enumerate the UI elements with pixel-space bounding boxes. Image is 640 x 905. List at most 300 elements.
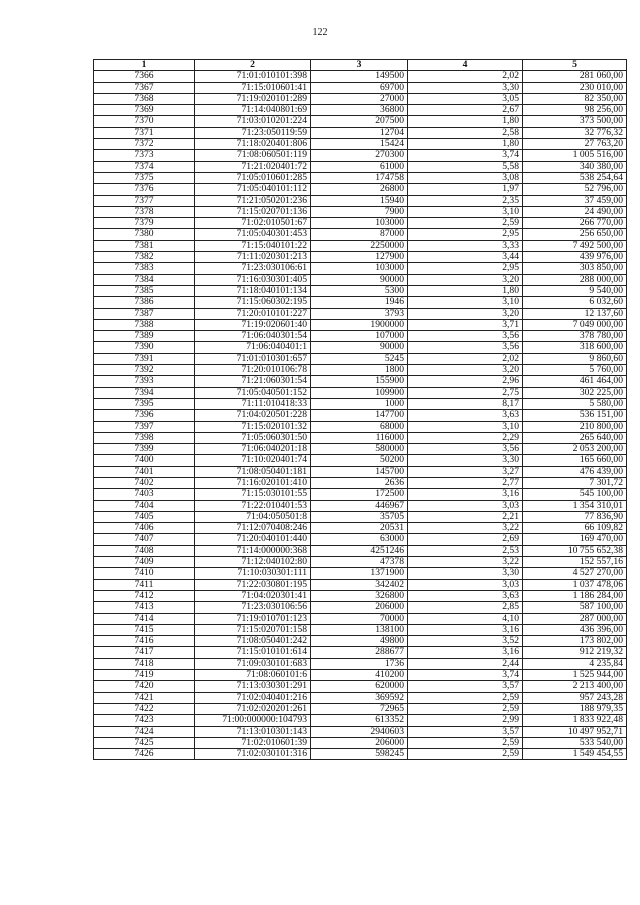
table-row [94, 150, 627, 161]
table-row [94, 636, 627, 647]
table-row [94, 308, 627, 319]
cadastral-number-cell: 71:04:050501:8 [195, 511, 311, 522]
table-body [94, 71, 627, 760]
area-cell: 15940 [311, 195, 408, 206]
area-cell: 1736 [311, 658, 408, 669]
row-number-cell: 7374 [94, 161, 195, 172]
value-cell: 5 760,00 [523, 365, 627, 376]
value-cell: 165 660,00 [523, 455, 627, 466]
row-number-cell: 7396 [94, 410, 195, 421]
area-cell: 116000 [311, 432, 408, 443]
cadastral-number-cell: 71:08:060501:119 [195, 150, 311, 161]
cadastral-number-cell: 71:18:020401:806 [195, 139, 311, 150]
row-number-cell: 7425 [94, 737, 195, 748]
table-row [94, 139, 627, 150]
rate-cell: 2,59 [408, 218, 523, 229]
area-cell: 3793 [311, 308, 408, 319]
rate-cell: 3,57 [408, 726, 523, 737]
table-row [94, 624, 627, 635]
rate-cell: 2,67 [408, 105, 523, 116]
table-row [94, 511, 627, 522]
area-cell: 50200 [311, 455, 408, 466]
value-cell: 266 770,00 [523, 218, 627, 229]
value-cell: 1 005 516,00 [523, 150, 627, 161]
cadastral-number-cell: 71:20:010106:78 [195, 365, 311, 376]
cadastral-number-cell: 71:10:030301:111 [195, 568, 311, 579]
value-cell: 6 032,60 [523, 297, 627, 308]
area-cell: 72965 [311, 703, 408, 714]
value-cell: 66 109,82 [523, 523, 627, 534]
row-number-cell: 7385 [94, 285, 195, 296]
value-cell: 1 549 454,55 [523, 749, 627, 760]
row-number-cell: 7419 [94, 670, 195, 681]
row-number-cell: 7399 [94, 444, 195, 455]
cadastral-number-cell: 71:14:040801:69 [195, 105, 311, 116]
rate-cell: 2,75 [408, 387, 523, 398]
cadastral-number-cell: 71:05:060301:50 [195, 432, 311, 443]
value-cell: 7 301,72 [523, 477, 627, 488]
table-row [94, 365, 627, 376]
cadastral-number-cell: 71:20:040101:440 [195, 534, 311, 545]
table-row [94, 410, 627, 421]
column-header: 2 [195, 60, 311, 71]
value-cell: 265 640,00 [523, 432, 627, 443]
area-cell: 61000 [311, 161, 408, 172]
rate-cell: 3,52 [408, 636, 523, 647]
value-cell: 378 780,00 [523, 331, 627, 342]
rate-cell: 3,16 [408, 489, 523, 500]
rate-cell: 3,16 [408, 647, 523, 658]
row-number-cell: 7421 [94, 692, 195, 703]
cadastral-number-cell: 71:23:030106:61 [195, 263, 311, 274]
area-cell: 49800 [311, 636, 408, 647]
table-row [94, 206, 627, 217]
row-number-cell: 7397 [94, 421, 195, 432]
value-cell: 536 151,00 [523, 410, 627, 421]
area-cell: 207500 [311, 116, 408, 127]
value-cell: 7 492 500,00 [523, 240, 627, 251]
area-cell: 1371900 [311, 568, 408, 579]
value-cell: 32 776,32 [523, 127, 627, 138]
value-cell: 169 470,00 [523, 534, 627, 545]
rate-cell: 3,56 [408, 342, 523, 353]
cadastral-number-cell: 71:08:050401:181 [195, 466, 311, 477]
value-cell: 288 000,00 [523, 274, 627, 285]
area-cell: 15424 [311, 139, 408, 150]
cadastral-number-cell: 71:03:010201:224 [195, 116, 311, 127]
row-number-cell: 7393 [94, 376, 195, 387]
value-cell: 533 540,00 [523, 737, 627, 748]
table-row [94, 252, 627, 263]
table-row [94, 455, 627, 466]
cadastral-number-cell: 71:05:040301:453 [195, 229, 311, 240]
cadastral-number-cell: 71:23:030106:56 [195, 602, 311, 613]
table-row [94, 319, 627, 330]
row-number-cell: 7400 [94, 455, 195, 466]
row-number-cell: 7379 [94, 218, 195, 229]
cadastral-number-cell: 71:02:040401:216 [195, 692, 311, 703]
area-cell: 1900000 [311, 319, 408, 330]
area-cell: 1000 [311, 398, 408, 409]
row-number-cell: 7367 [94, 82, 195, 93]
column-header: 1 [94, 60, 195, 71]
table-row [94, 681, 627, 692]
table-row [94, 703, 627, 714]
table-row [94, 127, 627, 138]
row-number-cell: 7372 [94, 139, 195, 150]
area-cell: 138100 [311, 624, 408, 635]
row-number-cell: 7411 [94, 579, 195, 590]
row-number-cell: 7413 [94, 602, 195, 613]
rate-cell: 3,30 [408, 568, 523, 579]
cadastral-number-cell: 71:04:020301:41 [195, 590, 311, 601]
area-cell: 127900 [311, 252, 408, 263]
value-cell: 230 010,00 [523, 82, 627, 93]
value-cell: 436 396,00 [523, 624, 627, 635]
area-cell: 270300 [311, 150, 408, 161]
cadastral-number-cell: 71:08:060101:6 [195, 670, 311, 681]
rate-cell: 2,58 [408, 127, 523, 138]
cadastral-number-cell: 71:19:010701:123 [195, 613, 311, 624]
row-number-cell: 7405 [94, 511, 195, 522]
table-row [94, 218, 627, 229]
cadastral-number-cell: 71:15:020701:158 [195, 624, 311, 635]
value-cell: 2 213 400,00 [523, 681, 627, 692]
row-number-cell: 7417 [94, 647, 195, 658]
table-row [94, 161, 627, 172]
table-row [94, 500, 627, 511]
rate-cell: 3,74 [408, 670, 523, 681]
cadastral-number-cell: 71:01:010101:398 [195, 71, 311, 82]
row-number-cell: 7408 [94, 545, 195, 556]
value-cell: 9 540,00 [523, 285, 627, 296]
cadastral-number-cell: 71:13:030301:291 [195, 681, 311, 692]
page-number: 122 [312, 27, 328, 38]
rate-cell: 3,03 [408, 579, 523, 590]
table-row [94, 71, 627, 82]
cadastral-number-cell: 71:11:020301:213 [195, 252, 311, 263]
table-row [94, 523, 627, 534]
area-cell: 7900 [311, 206, 408, 217]
area-cell: 68000 [311, 421, 408, 432]
cadastral-number-cell: 71:06:040301:54 [195, 331, 311, 342]
table-row [94, 263, 627, 274]
area-cell: 63000 [311, 534, 408, 545]
row-number-cell: 7375 [94, 172, 195, 183]
rate-cell: 8,17 [408, 398, 523, 409]
cadastral-number-cell: 71:02:010501:67 [195, 218, 311, 229]
row-number-cell: 7370 [94, 116, 195, 127]
row-number-cell: 7424 [94, 726, 195, 737]
value-cell: 1 833 922,48 [523, 715, 627, 726]
rate-cell: 3,10 [408, 421, 523, 432]
table-row [94, 82, 627, 93]
area-cell: 369592 [311, 692, 408, 703]
cadastral-number-cell: 71:15:040101:22 [195, 240, 311, 251]
area-cell: 107000 [311, 331, 408, 342]
cadastral-number-cell: 71:05:010601:285 [195, 172, 311, 183]
rate-cell: 3,63 [408, 410, 523, 421]
rate-cell: 3,16 [408, 624, 523, 635]
area-cell: 36800 [311, 105, 408, 116]
row-number-cell: 7416 [94, 636, 195, 647]
cadastral-number-cell: 71:15:010601:41 [195, 82, 311, 93]
cadastral-number-cell: 71:09:030101:683 [195, 658, 311, 669]
area-cell: 5245 [311, 353, 408, 364]
row-number-cell: 7383 [94, 263, 195, 274]
row-number-cell: 7387 [94, 308, 195, 319]
cadastral-number-cell: 71:11:010418:33 [195, 398, 311, 409]
row-number-cell: 7409 [94, 557, 195, 568]
row-number-cell: 7403 [94, 489, 195, 500]
table-row [94, 466, 627, 477]
rate-cell: 2,59 [408, 692, 523, 703]
area-cell: 288677 [311, 647, 408, 658]
cadastral-number-cell: 71:19:020601:40 [195, 319, 311, 330]
rate-cell: 3,10 [408, 206, 523, 217]
value-cell: 461 464,00 [523, 376, 627, 387]
area-cell: 69700 [311, 82, 408, 93]
area-cell: 109900 [311, 387, 408, 398]
rate-cell: 2,02 [408, 353, 523, 364]
value-cell: 303 850,00 [523, 263, 627, 274]
area-cell: 155900 [311, 376, 408, 387]
rate-cell: 3,30 [408, 455, 523, 466]
table-row [94, 715, 627, 726]
table-row [94, 116, 627, 127]
rate-cell: 2,35 [408, 195, 523, 206]
rate-cell: 2,96 [408, 376, 523, 387]
value-cell: 2 053 200,00 [523, 444, 627, 455]
table-row [94, 331, 627, 342]
table-row [94, 342, 627, 353]
area-cell: 103000 [311, 218, 408, 229]
table-row [94, 184, 627, 195]
row-number-cell: 7406 [94, 523, 195, 534]
area-cell: 90000 [311, 274, 408, 285]
table-row [94, 579, 627, 590]
row-number-cell: 7386 [94, 297, 195, 308]
cadastral-number-cell: 71:16:020101:410 [195, 477, 311, 488]
value-cell: 210 800,00 [523, 421, 627, 432]
table-row [94, 545, 627, 556]
table-row [94, 421, 627, 432]
value-cell: 24 490,00 [523, 206, 627, 217]
value-cell: 10 755 652,38 [523, 545, 627, 556]
row-number-cell: 7394 [94, 387, 195, 398]
rate-cell: 2,53 [408, 545, 523, 556]
value-cell: 52 796,00 [523, 184, 627, 195]
value-cell: 5 580,00 [523, 398, 627, 409]
table-row [94, 477, 627, 488]
rate-cell: 3,20 [408, 365, 523, 376]
table-row [94, 658, 627, 669]
cadastral-number-cell: 71:21:060301:54 [195, 376, 311, 387]
cadastral-number-cell: 71:05:040101:112 [195, 184, 311, 195]
row-number-cell: 7366 [94, 71, 195, 82]
table-row [94, 105, 627, 116]
area-cell: 410200 [311, 670, 408, 681]
table-row [94, 737, 627, 748]
area-cell: 2940603 [311, 726, 408, 737]
table-row [94, 749, 627, 760]
cadastral-number-cell: 71:20:010101:227 [195, 308, 311, 319]
value-cell: 545 100,00 [523, 489, 627, 500]
cadastral-number-cell: 71:02:010601:39 [195, 737, 311, 748]
row-number-cell: 7368 [94, 93, 195, 104]
cadastral-number-cell: 71:15:020701:136 [195, 206, 311, 217]
row-number-cell: 7420 [94, 681, 195, 692]
value-cell: 287 000,00 [523, 613, 627, 624]
rate-cell: 3,05 [408, 93, 523, 104]
value-cell: 538 254,64 [523, 172, 627, 183]
rate-cell: 2,95 [408, 229, 523, 240]
cadastral-number-cell: 71:02:030101:316 [195, 749, 311, 760]
area-cell: 206000 [311, 737, 408, 748]
value-cell: 439 976,00 [523, 252, 627, 263]
row-number-cell: 7373 [94, 150, 195, 161]
cadastral-number-cell: 71:01:010301:657 [195, 353, 311, 364]
table-row [94, 229, 627, 240]
table-row [94, 387, 627, 398]
row-number-cell: 7384 [94, 274, 195, 285]
table-row [94, 285, 627, 296]
row-number-cell: 7398 [94, 432, 195, 443]
table-row [94, 602, 627, 613]
column-header: 4 [408, 60, 523, 71]
area-cell: 446967 [311, 500, 408, 511]
rate-cell: 3,03 [408, 500, 523, 511]
rate-cell: 3,44 [408, 252, 523, 263]
row-number-cell: 7391 [94, 353, 195, 364]
cadastral-number-cell: 71:15:030101:55 [195, 489, 311, 500]
cadastral-number-cell: 71:23:050119:59 [195, 127, 311, 138]
table-row [94, 613, 627, 624]
cadastral-number-cell: 71:10:020401:74 [195, 455, 311, 466]
cadastral-number-cell: 71:06:040401:1 [195, 342, 311, 353]
row-number-cell: 7371 [94, 127, 195, 138]
value-cell: 77 836,90 [523, 511, 627, 522]
rate-cell: 3,22 [408, 523, 523, 534]
rate-cell: 3,08 [408, 172, 523, 183]
rate-cell: 3,71 [408, 319, 523, 330]
value-cell: 373 500,00 [523, 116, 627, 127]
cadastral-number-cell: 71:15:020101:32 [195, 421, 311, 432]
row-number-cell: 7378 [94, 206, 195, 217]
rate-cell: 2,77 [408, 477, 523, 488]
area-cell: 5300 [311, 285, 408, 296]
rate-cell: 3,56 [408, 331, 523, 342]
row-number-cell: 7422 [94, 703, 195, 714]
value-cell: 188 979,35 [523, 703, 627, 714]
area-cell: 620000 [311, 681, 408, 692]
row-number-cell: 7376 [94, 184, 195, 195]
area-cell: 87000 [311, 229, 408, 240]
rate-cell: 3,74 [408, 150, 523, 161]
area-cell: 147700 [311, 410, 408, 421]
area-cell: 206000 [311, 602, 408, 613]
row-number-cell: 7369 [94, 105, 195, 116]
rate-cell: 2,44 [408, 658, 523, 669]
area-cell: 580000 [311, 444, 408, 455]
rate-cell: 2,02 [408, 71, 523, 82]
row-number-cell: 7392 [94, 365, 195, 376]
row-number-cell: 7418 [94, 658, 195, 669]
cadastral-number-cell: 71:16:030301:405 [195, 274, 311, 285]
value-cell: 281 060,00 [523, 71, 627, 82]
area-cell: 598245 [311, 749, 408, 760]
area-cell: 27000 [311, 93, 408, 104]
value-cell: 587 100,00 [523, 602, 627, 613]
area-cell: 342402 [311, 579, 408, 590]
rate-cell: 3,27 [408, 466, 523, 477]
area-cell: 2636 [311, 477, 408, 488]
table-header-row [94, 60, 627, 71]
cadastral-number-cell: 71:15:060302:195 [195, 297, 311, 308]
value-cell: 912 219,32 [523, 647, 627, 658]
area-cell: 35705 [311, 511, 408, 522]
cadastral-number-cell: 71:08:050401:242 [195, 636, 311, 647]
rate-cell: 2,21 [408, 511, 523, 522]
value-cell: 957 243,28 [523, 692, 627, 703]
value-cell: 82 350,00 [523, 93, 627, 104]
row-number-cell: 7401 [94, 466, 195, 477]
cadastral-number-cell: 71:12:070408:246 [195, 523, 311, 534]
area-cell: 20531 [311, 523, 408, 534]
table-row [94, 557, 627, 568]
cadastral-number-cell: 71:02:020201:261 [195, 703, 311, 714]
rate-cell: 2,29 [408, 432, 523, 443]
value-cell: 1 037 478,06 [523, 579, 627, 590]
value-cell: 152 557,16 [523, 557, 627, 568]
rate-cell: 3,20 [408, 274, 523, 285]
area-cell: 149500 [311, 71, 408, 82]
cadastral-number-cell: 71:12:040102:80 [195, 557, 311, 568]
area-cell: 1946 [311, 297, 408, 308]
value-cell: 98 256,00 [523, 105, 627, 116]
cadastral-number-cell: 71:04:020501:228 [195, 410, 311, 421]
rate-cell: 2,59 [408, 749, 523, 760]
cadastral-number-cell: 71:21:050201:236 [195, 195, 311, 206]
row-number-cell: 7380 [94, 229, 195, 240]
row-number-cell: 7402 [94, 477, 195, 488]
rate-cell: 3,30 [408, 82, 523, 93]
value-cell: 173 802,00 [523, 636, 627, 647]
value-cell: 318 600,00 [523, 342, 627, 353]
row-number-cell: 7412 [94, 590, 195, 601]
area-cell: 90000 [311, 342, 408, 353]
row-number-cell: 7404 [94, 500, 195, 511]
cadastral-number-cell: 71:14:000000:368 [195, 545, 311, 556]
row-number-cell: 7426 [94, 749, 195, 760]
cadastral-number-cell: 71:05:040501:152 [195, 387, 311, 398]
area-cell: 145700 [311, 466, 408, 477]
cadastral-number-cell: 71:15:010101:614 [195, 647, 311, 658]
rate-cell: 3,10 [408, 297, 523, 308]
rate-cell: 1,97 [408, 184, 523, 195]
column-header: 3 [311, 60, 408, 71]
rate-cell: 1,80 [408, 116, 523, 127]
row-number-cell: 7377 [94, 195, 195, 206]
table-row [94, 432, 627, 443]
value-cell: 4 527 270,00 [523, 568, 627, 579]
table-row [94, 670, 627, 681]
value-cell: 7 049 000,00 [523, 319, 627, 330]
table-row [94, 93, 627, 104]
rate-cell: 1,80 [408, 285, 523, 296]
row-number-cell: 7414 [94, 613, 195, 624]
value-cell: 1 354 310,01 [523, 500, 627, 511]
